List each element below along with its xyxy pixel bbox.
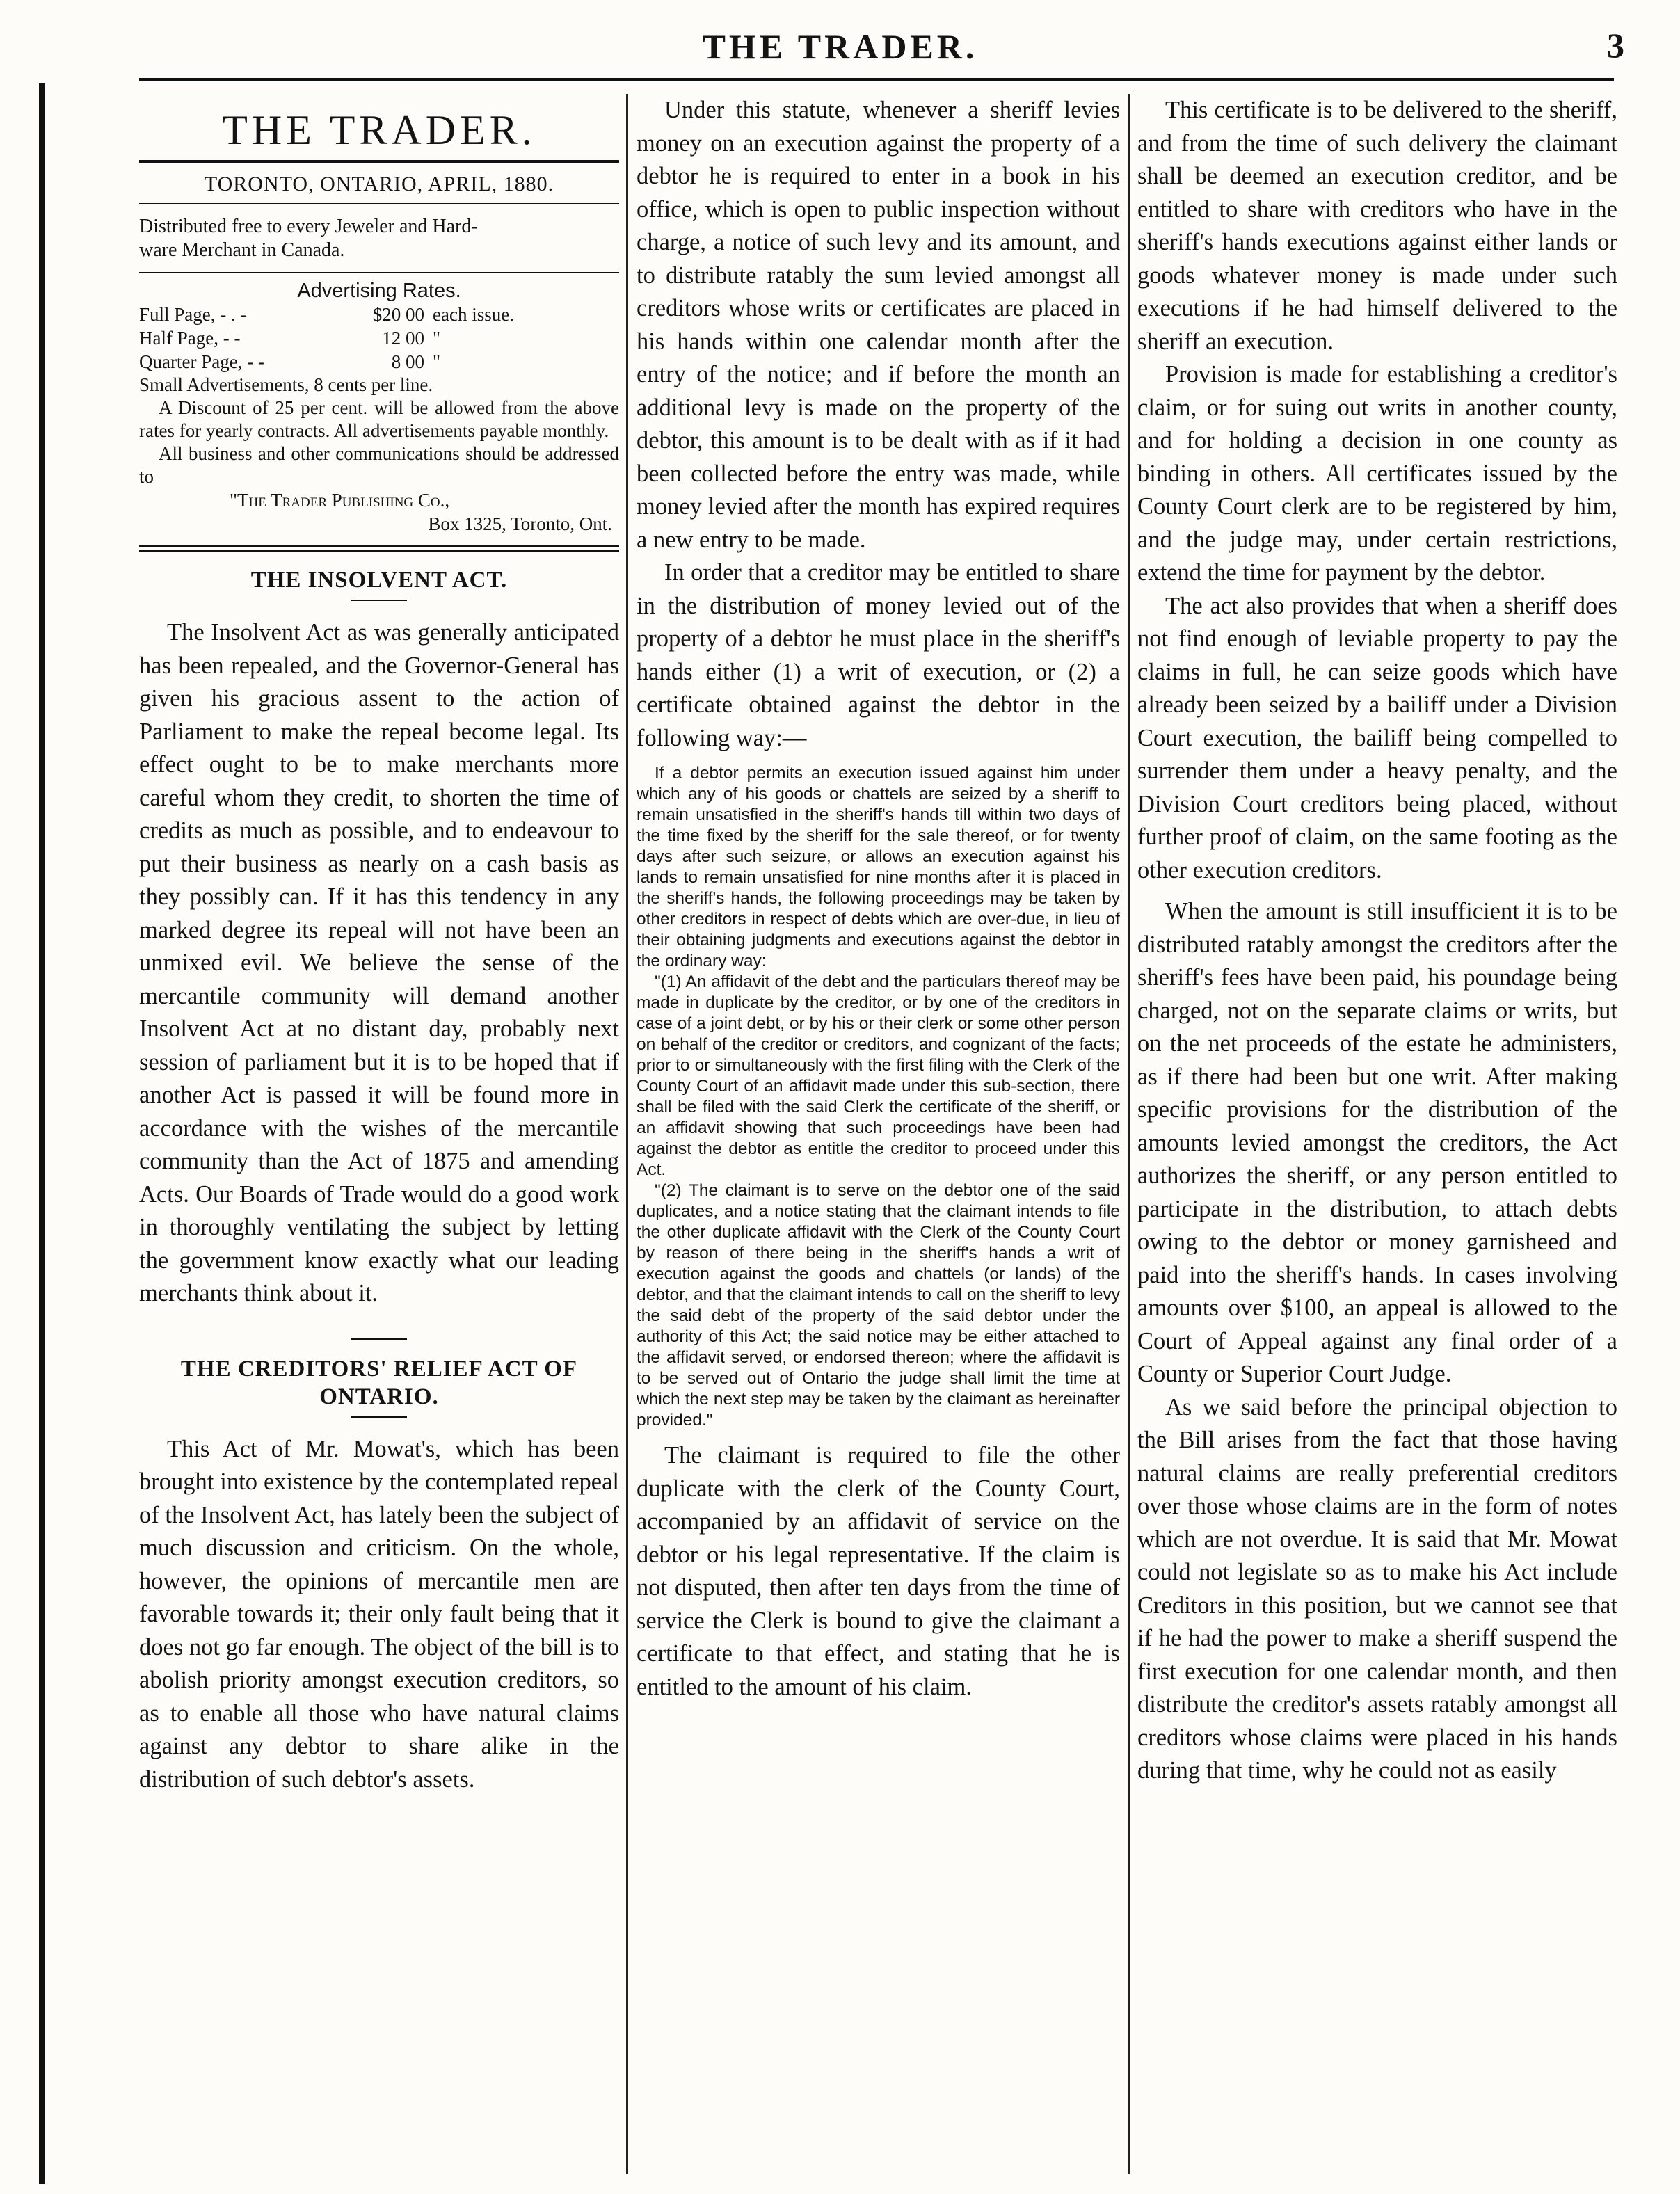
- rate-value: 12 00: [382, 328, 424, 349]
- small-ads-note: Small Advertisements, 8 cents per line.: [139, 374, 433, 395]
- column-rule: [1128, 94, 1130, 2174]
- article-paragraph: In order that a creditor may be entitled to share in the distribution of money levied out of the property of a debtor he must place in the sheriff's hands either (1) a writ of execution, or (2) a certificate obtained against the debtor in the following way:—: [637, 559, 1120, 751]
- binding-edge: [39, 83, 45, 2184]
- column-2: [637, 94, 1120, 2181]
- article-paragraph: This Act of Mr. Mowat's, which has been brought into existence by the contemplated repeal of the Insolvent Act, has lately been the subject of much discussion and criticism. On the whole, however, the opinions of mercantile men are favorable towards it; their only fault being that it does not go far enough. The object of the bill is to abolish priority amongst execution creditors, so as to enable all those who have natural claims against any debtor to share alike in the distribution of such debtor's assets.: [139, 1435, 619, 1793]
- distribution-note: [139, 204, 619, 272]
- page-number: 3: [1607, 26, 1624, 65]
- quoted-statute: "(2) The claimant is to serve on the debtor one of the said duplicates, and a notice stating that the claimant intends to file the other duplicate affidavit with the Clerk of the County Court by reason of there being in the sheriff's hands a writ of execution against the goods and chattels (or lands) of the debtor, and that the claimant intends to call on the sheriff to levy the said debt of the property of the said debtor under the authority of this Act; the said notice may be either attached to the affidavit served, or endorsed thereon; where the affidavit is to be served out of Ontario the judge shall limit the time at which the next step may be taken by the claimant as hereinafter provided.": [637, 1181, 1120, 1430]
- column-1: [139, 94, 619, 2181]
- rate-value: $20 00: [372, 304, 424, 325]
- article-paragraph: This certificate is to be delivered to the sheriff, and from the time of such delivery the claimant shall be deemed an execution creditor, and be entitled to share with creditors who have in the sheriff's hands executions against either lands or goods whatever money is made under such executions if he had himself delivered to the sheriff an execution.: [1137, 97, 1617, 355]
- rate-row: [139, 326, 619, 350]
- section-rule: [139, 545, 619, 552]
- discount-note: A Discount of 25 per cent. will be allowed from the above rates for yearly contracts. All advertisements payable monthly.: [139, 397, 619, 441]
- rate-label: Full Page, - . -: [139, 304, 247, 325]
- article-paragraph: Under this statute, whenever a sheriff levies money on an execution against the property of a debtor he is required to enter in a book in his office, which is open to public inspection without charge, a notice of such levy and its amount, and to distribute ratably the sum levied amongst all creditors whose writs or certificates are placed in his hands within one calendar month after the entry of the notice; and if before the month an additional levy is made on the property of the debtor, this amount is to be dealt with as if it had been collected before the entry was made, while money levied after the month has expired requires a new entry to be made.: [637, 97, 1120, 553]
- rate-label: Quarter Page, - -: [139, 351, 264, 372]
- rate-suffix: each issue.: [433, 304, 514, 325]
- quoted-statute: "(1) An affidavit of the debt and the particulars thereof may be made in duplicate by the creditor, or by one of the creditors in case of a joint debt, or by his or their clerk or some other person on behalf of the creditor or creditors, and cognizant of the facts; prior to or simultaneously with the first filing with the Clerk of the County Court of an affidavit made under this sub-section, there shall be filed with the said Clerk the certificate of the sheriff, or an affidavit showing that such proceedings have been had against the debtor as entitle the creditor to proceed under this Act.: [637, 972, 1120, 1179]
- head-rule: [139, 78, 1614, 81]
- article-paragraph: The claimant is required to file the other duplicate with the clerk of the County Court, accompanied by an affidavit of service on the debtor or his legal representative. If the claim is not disputed, then after ten days from the time of service the Clerk is bound to give the claimant a certificate to that effect, and stating that he is entitled to the amount of his claim.: [637, 1442, 1120, 1700]
- publisher-name: [139, 488, 619, 512]
- masthead-title: THE TRADER.: [222, 107, 536, 153]
- rate-label: Half Page, - -: [139, 328, 241, 349]
- headline-insolvent-act: THE INSOLVENT ACT.: [250, 568, 508, 593]
- rate-suffix: ": [433, 328, 441, 349]
- short-rule: [351, 600, 407, 601]
- article-paragraph: The act also provides that when a sheriff does not find enough of leviable property to pay the claims in full, he can seize goods which have already been seized by a bailiff under a Division Court execution, the bailiff being compelled to surrender them under a heavy penalty, and the Division Court creditors being placed, without further proof of claim, on the same footing as the other execution creditors.: [1137, 592, 1617, 883]
- business-note: All business and other communications should be addressed to: [139, 443, 619, 487]
- rate-suffix: ": [433, 351, 441, 372]
- column-3: [1137, 94, 1617, 2181]
- short-rule: [351, 1416, 407, 1418]
- quoted-statute: If a debtor permits an execution issued against him under which any of his goods or chattels are seized by a sheriff to remain unsatisfied in the sheriff's hands till within two days of the time fixed by the sheriff for the sale thereof, or for twenty days after such seizure, or allows an execution against his lands to remain unsatisfied for nine months after it is placed in the sheriff's hands, the following proceedings may be taken by other creditors in respect of debts which are over-due, in lieu of their obtaining judgments and executions against the debtor in the ordinary way:: [637, 764, 1120, 970]
- distribution-line: Distributed free to every Jeweler and Hard-: [139, 216, 478, 237]
- advertising-rates-title: Advertising Rates.: [297, 280, 461, 302]
- publisher-address: Box 1325, Toronto, Ont.: [428, 513, 612, 534]
- column-rule: [626, 94, 628, 2174]
- article-paragraph: Provision is made for establishing a creditor's claim, or for suing out writs in another county, and for holding a decision in one county as binding in others. All certificates issued by the County Court clerk are to be registered by him, and the judge may, under certain restrictions, extend the time for payment by the debtor.: [1137, 361, 1617, 586]
- article-paragraph: As we said before the principal objection to the Bill arises from the fact that those having natural claims are really preferential creditors over those whose claims are in the form of notes which are not overdue. It is said that Mr. Mowat could not legislate so as to make his Act include Creditors in this position, but we cannot see that if he had the power to make a sheriff suspend the first execution for one calendar month, and then distribute the creditor's assets ratably amongst all creditors whose claims were placed in his hands during that time, why he could not as easily: [1137, 1393, 1617, 1784]
- running-title: THE TRADER.: [702, 27, 978, 66]
- rate-value: 8 00: [391, 351, 424, 372]
- rule: [139, 272, 619, 273]
- running-head: [0, 14, 1680, 90]
- article-paragraph: The Insolvent Act as was generally anticipated has been repealed, and the Governor-General has given his gracious assent to the action of Parliament to make the repeal become legal. Its effect ought to be to make merchants more careful whom they credit, to shorten the time of credits as much as possible, and to endeavour to put their business as nearly on a cash basis as they possibly can. If it has this tendency in any marked degree its repeal will not have been an unmixed evil. We believe the sense of the mercantile community will demand another Insolvent Act at no distant day, probably next session of parliament but it is to be hoped that if another Act is passed it will be found more in accordance with the wishes of the mercantile community than the Act of 1875 and amending Acts. Our Boards of Trade would do a good work in thoroughly ventilating the subject by letting the government know exactly what our leading merchants think about it.: [139, 619, 619, 1306]
- publisher-name-text: "The Trader Publishing Co.,: [230, 490, 450, 511]
- dateline: TORONTO, ONTARIO, APRIL, 1880.: [204, 173, 554, 195]
- article-paragraph: When the amount is still insufficient it is to be distributed ratably amongst the creditors after the sheriff's fees have been paid, his poundage being charged, not on the separate claims or writs, but on the net proceeds of the estate he administers, as if there had been but one writ. After making specific provisions for the distribution of the amounts levied amongst the creditors, the Act authorizes the sheriff, or any person entitled to participate in the distribution, to attach debts owing to the debtor or money garnisheed and paid into the sheriff's hands. In cases involving amounts over $100, an appeal is allowed to the Court of Appeal against any final order of a County or Superior Court Judge.: [1137, 898, 1617, 1387]
- rate-row: [139, 350, 619, 374]
- distribution-line: ware Merchant in Canada.: [139, 239, 345, 261]
- rate-row: [139, 303, 619, 326]
- headline-creditors-relief-act: THE CREDITORS' RELIEF ACT OF ONTARIO.: [180, 1356, 578, 1409]
- short-rule: [351, 1338, 407, 1340]
